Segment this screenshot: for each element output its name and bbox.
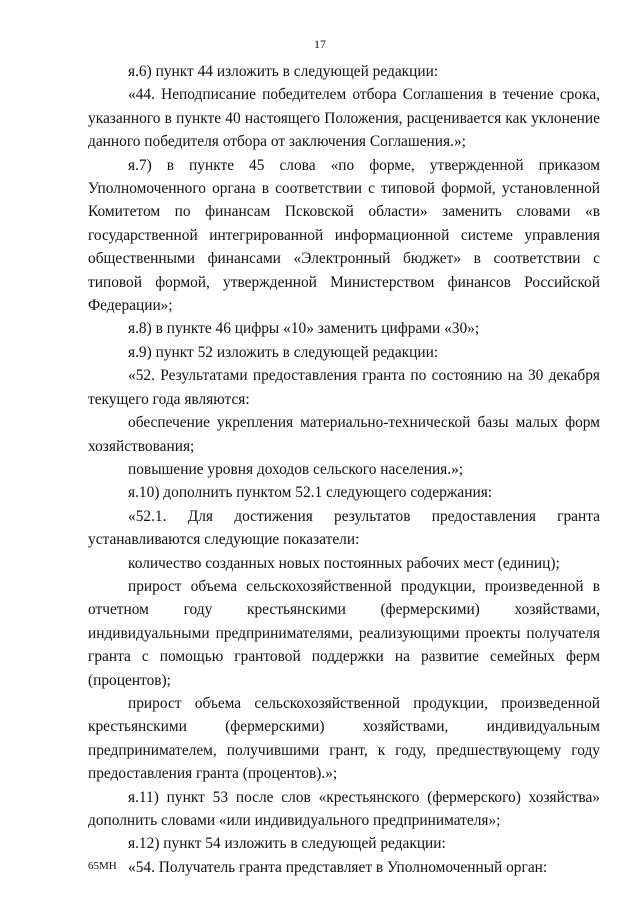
document-body bbox=[88, 60, 600, 879]
paragraph: обеспечение укрепления материально-технической базы малых форм хозяйствования; bbox=[88, 414, 600, 455]
paragraph: прирост объема сельскохозяйственной продукции, произведенной крестьянскими (фермерскими) хозяйствами, индивидуальным предпринимателем, получившими грант, к году, предшествующему году предоставления гранта (процентов).»; bbox=[88, 694, 600, 783]
paragraph: «54. Получатель гранта представляет в Уполномоченный орган: bbox=[128, 858, 548, 876]
paragraph: «52. Результатами предоставления гранта по состоянию на 30 декабря текущего года являются: bbox=[88, 367, 600, 408]
paragraph: я.6) пункт 44 изложить в следующей редакции: bbox=[128, 63, 439, 80]
paragraph: повышение уровня доходов сельского населения.»; bbox=[128, 460, 464, 478]
paragraph: я.9) пункт 52 изложить в следующей редакции: bbox=[128, 343, 439, 361]
paragraph: «44. Неподписание победителем отбора Соглашения в течение срока, указанного в пункте 40 настоящего Положения, расценивается как уклонение данного победителя отбора от заключения Соглашения.»; bbox=[88, 86, 600, 151]
page-number: 17 bbox=[314, 37, 326, 51]
footer-code: 65МН bbox=[88, 860, 117, 872]
paragraph: я.11) пункт 53 после слов «крестьянского (фермерского) хозяйства» дополнить словами «или индивидуального предпринимателя»; bbox=[88, 788, 600, 829]
paragraph: прирост объема сельскохозяйственной продукции, произведенной в отчетном году крестьянскими (фермерскими) хозяйствами, индивидуальными предпринимателями, реализующими проекты получателя гранта с помощью грантовой поддержки на развитие семейных ферм (процентов); bbox=[88, 577, 600, 689]
paragraph: я.7) в пункте 45 слова «по форме, утвержденной приказом Уполномоченного органа в соответствии с типовой формой, установленной Комитетом по финансам Псковской области» заменить словами «в государственной интегрированной информационной системе управления общественными финансами «Электронный бюджет» в соответствии с типовой формой, утвержденной Министерством финансов Российской Федерации»; bbox=[88, 156, 600, 315]
paragraph: я.12) пункт 54 изложить в следующей редакции: bbox=[128, 835, 446, 853]
paragraph: количество созданных новых постоянных рабочих мест (единиц); bbox=[128, 554, 560, 572]
paragraph: я.8) в пункте 46 цифры «10» заменить цифрами «30»; bbox=[128, 320, 480, 338]
paragraph: «52.1. Для достижения результатов предоставления гранта устанавливаются следующие показатели: bbox=[88, 507, 600, 549]
paragraph: я.10) дополнить пунктом 52.1 следующего содержания: bbox=[128, 484, 493, 502]
